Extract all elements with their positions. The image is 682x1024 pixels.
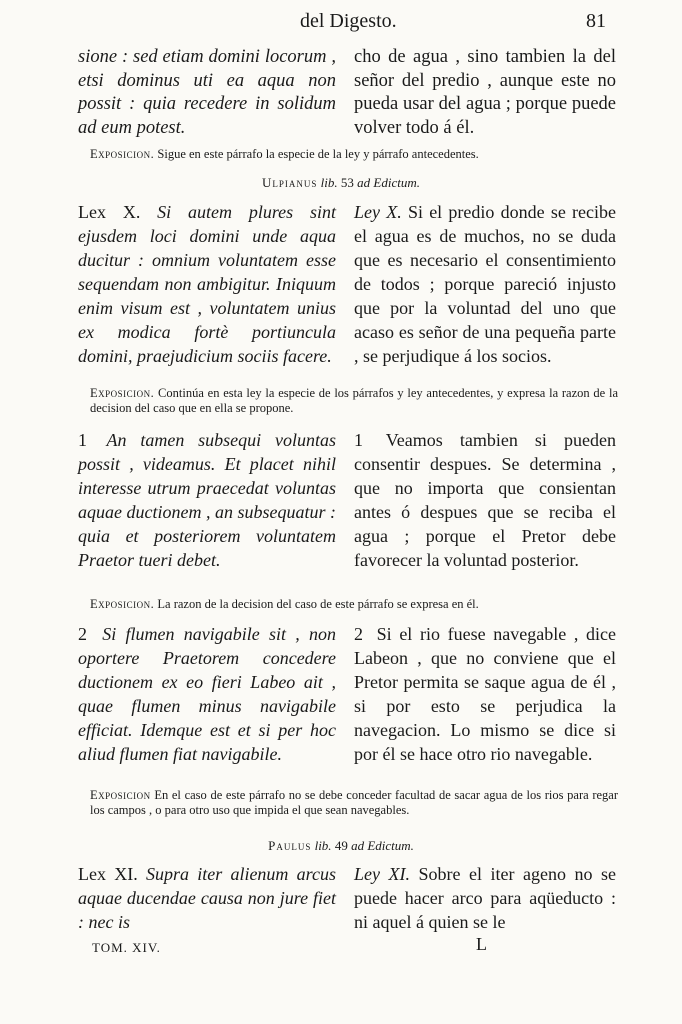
page-number: 81 xyxy=(586,10,606,32)
exposicion-label: Exposicion. xyxy=(90,147,155,161)
ley-label: Ley XI. xyxy=(354,864,410,884)
attribution-book: lib. xyxy=(320,175,338,190)
source-attribution xyxy=(0,175,682,191)
exposicion-note xyxy=(90,147,618,162)
latin-text xyxy=(78,862,336,934)
exposicion-text: En el caso de este párrafo no se debe conceder facultad de sacar agua de los rios para regar los campos , o para otro uso que impida el que sean navegables. xyxy=(90,788,618,817)
spanish-text xyxy=(354,200,616,368)
latin-text: sione : sed etiam domini locorum , etsi dominus uti ea aqua non possit : quia recedere in solidum ad eum potest. xyxy=(78,47,336,138)
paragraph-number: 1 xyxy=(354,430,363,450)
exposicion-label: Exposicion. xyxy=(90,386,155,400)
spanish-body: Sobre el iter ageno no se puede hacer arco para aqüeducto : ni aquel á quien se le xyxy=(354,864,617,932)
ley-label: Ley X. xyxy=(354,202,402,222)
attribution-work: ad Edictum. xyxy=(351,838,414,853)
paragraph-number: 1 xyxy=(78,430,87,450)
exposicion-text: La razon de la decision del caso de este párrafo se expresa en él. xyxy=(157,597,479,611)
paragraph-number: 2 xyxy=(354,624,363,644)
page-header xyxy=(0,10,682,38)
lex-label: Lex X. xyxy=(78,202,141,222)
spanish-text xyxy=(354,428,616,572)
exposicion-note xyxy=(90,597,618,612)
exposicion-label: Exposicion xyxy=(90,788,151,802)
attribution-book: lib. xyxy=(314,838,332,853)
spanish-body: Si el rio fuese navegable , dice Labeon , que no conviene que el Pretor permita se saque agua de él , si por esto se perjudica la navegacion. Lo mismo se dice si por él se hace otro rio navegable. xyxy=(354,624,616,764)
latin-text xyxy=(78,622,336,766)
gathering-signature: L xyxy=(476,934,487,954)
running-title: del Digesto. xyxy=(300,10,397,32)
attribution-number: 53 xyxy=(340,175,354,190)
exposicion-text: Sigue en este párrafo la especie de la ley y párrafo antecedentes. xyxy=(157,147,479,161)
exposicion-label: Exposicion. xyxy=(90,597,155,611)
attribution-author: Paulus xyxy=(268,838,312,853)
exposicion-note xyxy=(90,386,618,416)
latin-body: Si flumen navigabile sit , non oportere Praetorem concedere ductionem ex eo fieri Labeo ait , quae flumen minus navigabile efficiat. Idemque est et si per hoc aliud flumen fiat navigabile. xyxy=(78,624,337,764)
spanish-text xyxy=(354,622,616,766)
spanish-text: cho de agua , sino tambien la del señor del predio , aunque este no pueda usar del agua ; porque puede volver todo á él. xyxy=(354,47,616,138)
latin-body: Si autem plures sint ejusdem loci domini unde aqua ducitur : omnium voluntatem esse sequendam non ambigitur. Iniquum enim visum est , voluntatem unius ex modica fortè portiuncula domini, praejudicium sociis facere. xyxy=(78,202,337,366)
lex-label: Lex XI. xyxy=(78,864,138,884)
spanish-body: Si el predio donde se recibe el agua es de muchos, no se duda que es necesario el consentimiento de todos ; porque pareció injusto que por la voluntad del uno que acaso es señor de una pequeña parte , se perjudique á los socios. xyxy=(354,202,617,366)
attribution-work: ad Edictum. xyxy=(357,175,420,190)
spanish-body: Veamos tambien si pueden consentir despues. Se determina , que no importa que consientan antes ó despues que se reciba el agua ; porque el Pretor debe favorecer la voluntad posterior. xyxy=(354,430,616,570)
source-attribution xyxy=(0,838,682,854)
latin-body: An tamen subsequi voluntas possit , videamus. Et placet nihil interesse utrum praecedat voluntas aquae ductionem , an subsequatur : quia et posteriorem voluntatem Praetor tueri debet. xyxy=(78,430,336,570)
latin-body: Supra iter alienum arcus aquae ducendae causa non jure fiet : nec is xyxy=(78,864,337,932)
spanish-text xyxy=(354,862,616,934)
exposicion-note xyxy=(90,788,618,818)
exposicion-text: Continúa en esta ley la especie de los párrafos y ley antecedentes, y expresa la razon de la decision del caso que en ella se propone. xyxy=(90,386,619,415)
latin-text xyxy=(78,200,336,368)
attribution-author: Ulpianus xyxy=(262,175,318,190)
latin-text xyxy=(78,428,336,572)
attribution-number: 49 xyxy=(334,838,348,853)
volume-signature: TOM. XIV. xyxy=(92,940,161,955)
paragraph-number: 2 xyxy=(78,624,87,644)
